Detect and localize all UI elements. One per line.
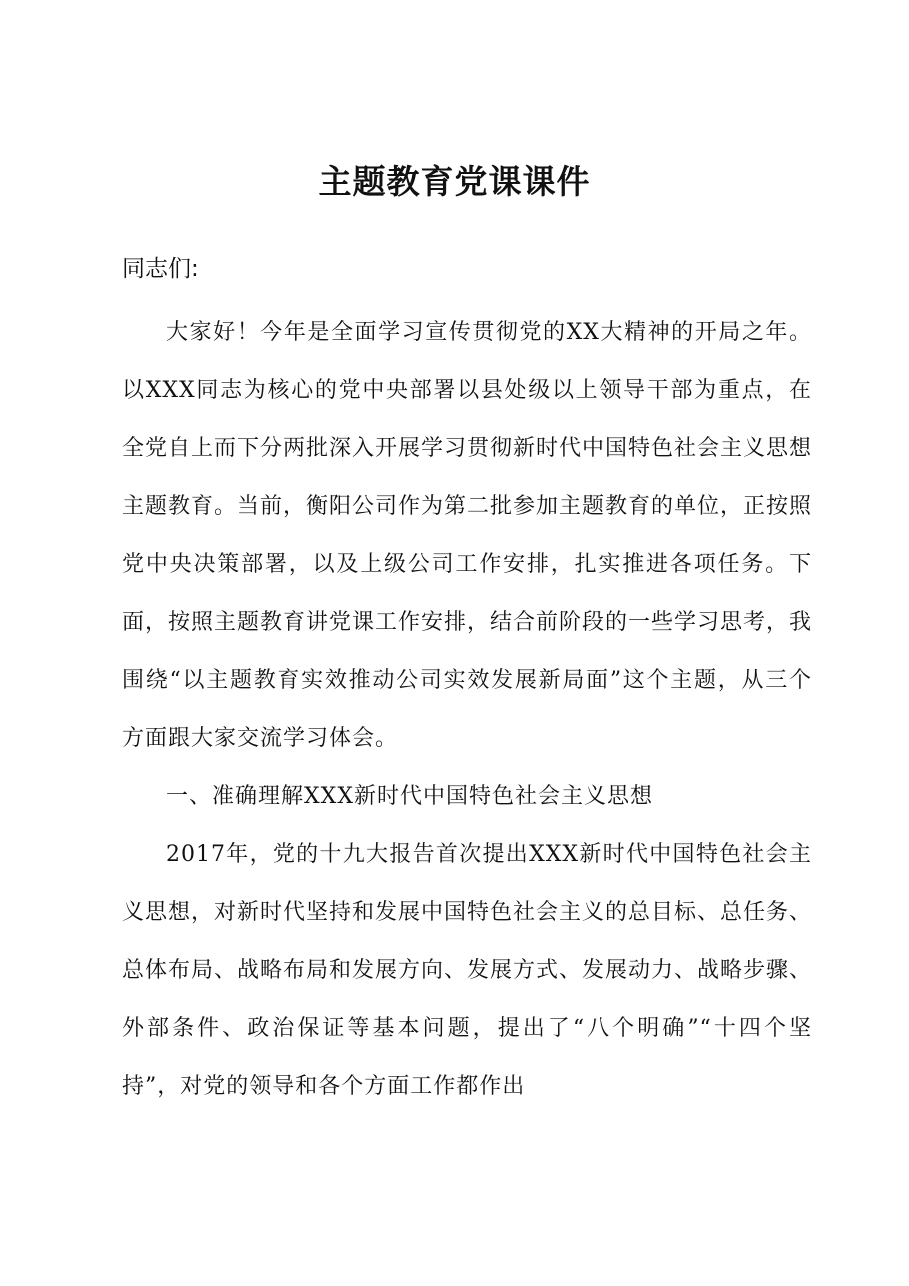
document-body [122, 304, 812, 1116]
paragraph-section-1: 2017年，党的十九大报告首次提出XXX新时代中国特色社会主义思想，对新时代坚持和发展中国特色社会主义的总目标、总任务、总体布局、战略布局和发展方向、发展方式、发展动力、战略步骤、外部条件、政治保证等基本问题，提出了“八个明确”“十四个坚持”，对党的领导和各个方面工作都作出 [122, 842, 813, 1099]
salutation: 同志们: [122, 256, 199, 282]
document-title: 主题教育党课课件 [318, 162, 591, 201]
paragraph-intro: 大家好！今年是全面学习宣传贯彻党的XX大精神的开局之年。以XXX同志为核心的党中央部署以县处级以上领导干部为重点，在全党自上而下分两批深入开展学习贯彻新时代中国特色社会主义思想主题教育。当前，衡阳公司作为第二批参加主题教育的单位，正按照党中央决策部署，以及上级公司工作安排，扎实推进各项任务。下面，按照主题教育讲党课工作安排，结合前阶段的一些学习思考，我围绕“以主题教育实效推动公司实效发展新局面”这个主题，从三个方面跟大家交流学习体会。 [122, 320, 813, 751]
section-heading-1: 一、准确理解XXX新时代中国特色社会主义思想 [166, 784, 653, 809]
